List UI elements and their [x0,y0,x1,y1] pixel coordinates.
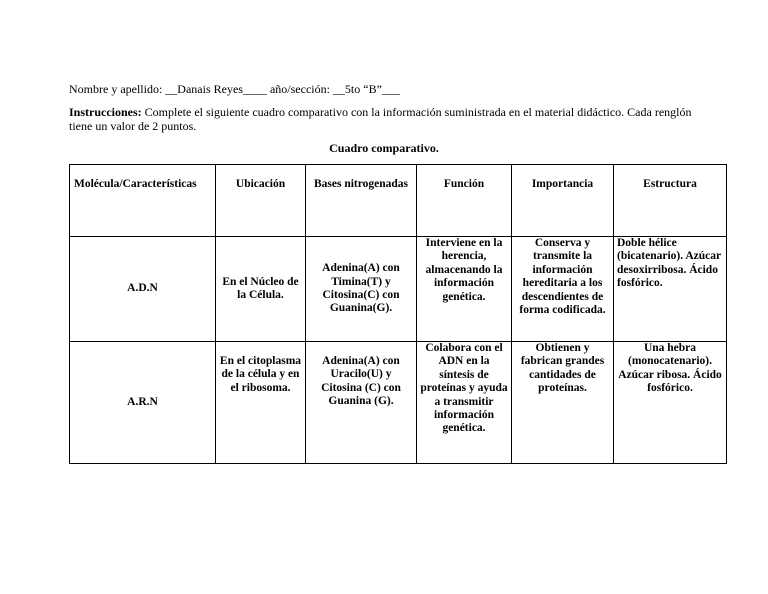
table-header-row [70,165,727,237]
header-importancia: Importancia [512,165,614,237]
header-funcion: Función [417,165,512,237]
cell-estructura: Una hebra (monocatenario). Azúcar ribosa. Ácido fosfórico. [614,342,727,464]
cell-importancia: Obtienen y fabrican grandes cantidades de proteínas. [512,342,614,464]
cell-funcion: Colabora con el ADN en la síntesis de proteínas y ayuda a transmitir información genética. [417,342,512,464]
cell-estructura: Doble hélice (bicatenario). Azúcar desoxirribosa. Ácido fosfórico. [614,237,727,342]
header-bases: Bases nitrogenadas [306,165,417,237]
table-title: Cuadro comparativo. [329,141,439,155]
student-name-line: Nombre y apellido: __Danais Reyes____ año/sección: __5to “B”___ [69,82,400,96]
instructions-label: Instrucciones: [69,105,142,119]
instructions-paragraph [69,105,709,133]
cell-bases: Adenina(A) con Timina(T) y Citosina(C) con Guanina(G). [306,237,417,342]
header-ubicacion: Ubicación [216,165,306,237]
cell-ubicacion: En el Núcleo de la Célula. [216,237,306,342]
cell-molecula: A.R.N [70,342,216,464]
cell-importancia: Conserva y transmite la información hereditaria a los descendientes de forma codificada. [512,237,614,342]
header-estructura: Estructura [614,165,727,237]
cell-funcion: Interviene en la herencia, almacenando la información genética. [417,237,512,342]
comparison-table [69,164,727,464]
instructions-text: Complete el siguiente cuadro comparativo con la información suministrada en el material didáctico. Cada renglón tiene un valor de 2 puntos. [69,105,692,133]
cell-molecula: A.D.N [70,237,216,342]
table-row [70,237,727,342]
header-molecula: Molécula/Características [70,165,216,237]
table-row [70,342,727,464]
cell-ubicacion: En el citoplasma de la célula y en el ribosoma. [216,342,306,464]
cell-bases: Adenina(A) con Uracilo(U) y Citosina (C) con Guanina (G). [306,342,417,464]
